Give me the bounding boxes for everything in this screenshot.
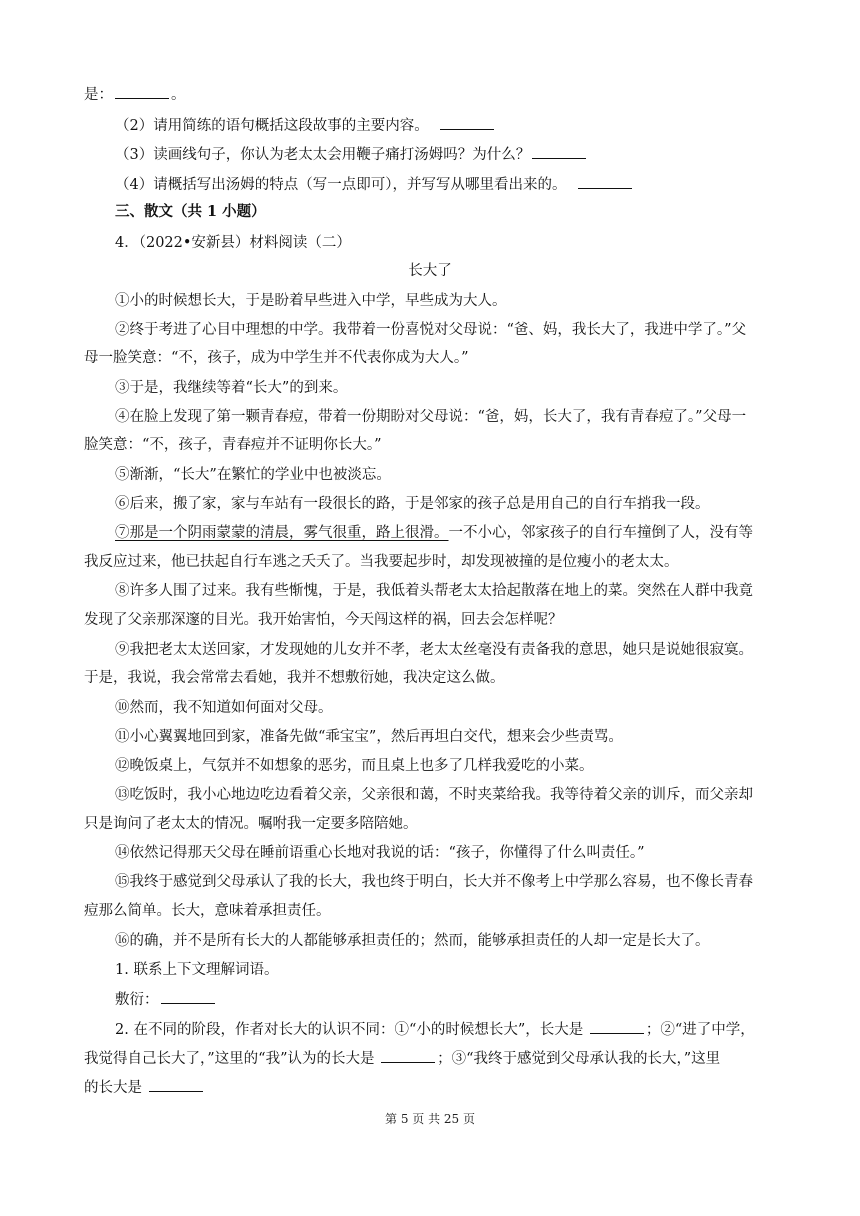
answer-blank bbox=[115, 84, 169, 99]
paragraph-13: ⑬吃饭时，我小心地边吃边看着父亲，父亲很和蔼，不时夹菜给我。我等待着父亲的训斥，而父亲却 bbox=[115, 787, 753, 803]
question-2-line3: 的长大是 bbox=[84, 1077, 778, 1097]
paragraph-4: ④在脸上发现了第一颗青春痘，带着一份期盼对父母说：“爸，妈，长大了，我有青春痘了。”父母一 bbox=[115, 409, 747, 425]
answer-blank bbox=[440, 115, 494, 130]
question-1-word: 敷衍： bbox=[115, 989, 778, 1009]
paragraph-9-cont: 于是，我说，我会常常去看她，我并不想敷衍她，我决定这么做。 bbox=[84, 670, 505, 686]
paragraph-15: ⑮我终于感觉到父母承认了我的长大，我也终于明白，长大并不像考上中学那么容易，也不像长青春 bbox=[115, 874, 753, 890]
page-footer: 第 5 页 共 25 页 bbox=[385, 1112, 475, 1126]
paragraph-2: ②终于考进了心目中理想的中学。我带着一份喜悦对父母说：“爸、妈，我长大了，我进中学了。”父 bbox=[115, 322, 747, 338]
paragraph-4-cont: 脸笑意：“不，孩子，青春痘并不证明你长大。” bbox=[84, 437, 382, 453]
paragraph-9: ⑨我把老太太送回家，才发现她的儿女并不孝，老太太丝毫没有责备我的意思，她只是说她很寂寞。 bbox=[115, 642, 753, 658]
paragraph-8: ⑧许多人围了过来。我有些惭愧，于是，我低着头帮老太太拾起散落在地上的菜。突然在人群中我竟 bbox=[115, 583, 753, 599]
paragraph-3: ③于是，我继续等着“长大”的到来。 bbox=[115, 380, 348, 396]
answer-blank bbox=[590, 1019, 644, 1034]
question-3: （3）读画线句子，你认为老太太会用鞭子痛打汤姆吗？为什么？ bbox=[115, 144, 778, 164]
paragraph-15-cont: 痘那么简单。长大，意味着承担责任。 bbox=[84, 903, 331, 919]
paragraph-7-cont: 我反应过来，他已扶起自行车逃之夭夭了。当我要起步时，却发现被撞的是位瘦小的老太太。 bbox=[84, 554, 679, 570]
paragraph-12: ⑫晚饭桌上，气氛并不如想象的恶劣，而且桌上也多了几样我爱吃的小菜。 bbox=[115, 758, 594, 774]
paragraph-2-cont: 母一脸笑意：“不，孩子，成为中学生并不代表你成为大人。” bbox=[84, 350, 469, 366]
paragraph-11: ⑪小心翼翼地回到家，准备先做“乖宝宝”，然后再坦白交代，想来会少些责骂。 bbox=[115, 729, 623, 745]
answer-blank bbox=[161, 989, 215, 1004]
answer-line: 是： 。 bbox=[84, 84, 778, 104]
paragraph-5: ⑤渐渐，“长大”在繁忙的学业中也被淡忘。 bbox=[115, 467, 391, 483]
answer-blank bbox=[381, 1048, 435, 1063]
section-heading: 三、散文（共 1 小题） bbox=[115, 203, 266, 220]
question-2-line1: 2. 在不同的阶段，作者对长大的认识不同：①“小的时候想长大”，长大是 ；②“进了中学， bbox=[115, 1019, 778, 1039]
paragraph-16: ⑯的确，并不是所有长大的人都能够承担责任的；然而，能够承担责任的人却一定是长大了。 bbox=[115, 933, 710, 949]
question-4: （4）请概括写出汤姆的特点（写一点即可），并写写从哪里看出来的。 bbox=[115, 174, 778, 194]
paragraph-14: ⑭依然记得那天父母在睡前语重心长地对我说的话：“孩子，你懂得了什么叫责任。” bbox=[115, 845, 645, 861]
paragraph-6: ⑥后来，搬了家，家与车站有一段很长的路，于是邻家的孩子总是用自己的自行车捎我一段。 bbox=[115, 496, 710, 512]
answer-blank bbox=[149, 1077, 203, 1092]
answer-blank bbox=[578, 174, 632, 189]
question-2-line2: 我觉得自己长大了，”这里的“我”认为的长大是 ；③“我终于感觉到父母承认我的长大，”这里 bbox=[84, 1048, 778, 1068]
answer-blank bbox=[532, 144, 586, 159]
paragraph-1: ①小的时候想长大，于是盼着早些进入中学，早些成为大人。 bbox=[115, 293, 507, 309]
question-2: （2）请用简练的语句概括这段故事的主要内容。 bbox=[115, 115, 778, 135]
passage-title: 长大了 bbox=[408, 263, 452, 279]
paragraph-10: ⑩然而，我不知道如何面对父母。 bbox=[115, 700, 333, 716]
question-source: 4．（2022•安新县）材料阅读（二） bbox=[115, 235, 351, 251]
paragraph-8-cont: 发现了父亲那深邃的目光。我开始害怕，今天闯这样的祸，回去会怎样呢？ bbox=[84, 612, 563, 628]
question-1: 1. 联系上下文理解词语。 bbox=[115, 962, 279, 978]
underlined-sentence: ⑦那是一个阴雨蒙蒙的清晨，雾气很重，路上很滑。 bbox=[115, 525, 449, 541]
paragraph-7: ⑦那是一个阴雨蒙蒙的清晨，雾气很重，路上很滑。一不小心，邻家孩子的自行车撞倒了人，没有等 bbox=[115, 525, 753, 541]
paragraph-13-cont: 只是询问了老太太的情况。嘱咐我一定要多陪陪她。 bbox=[84, 816, 418, 832]
